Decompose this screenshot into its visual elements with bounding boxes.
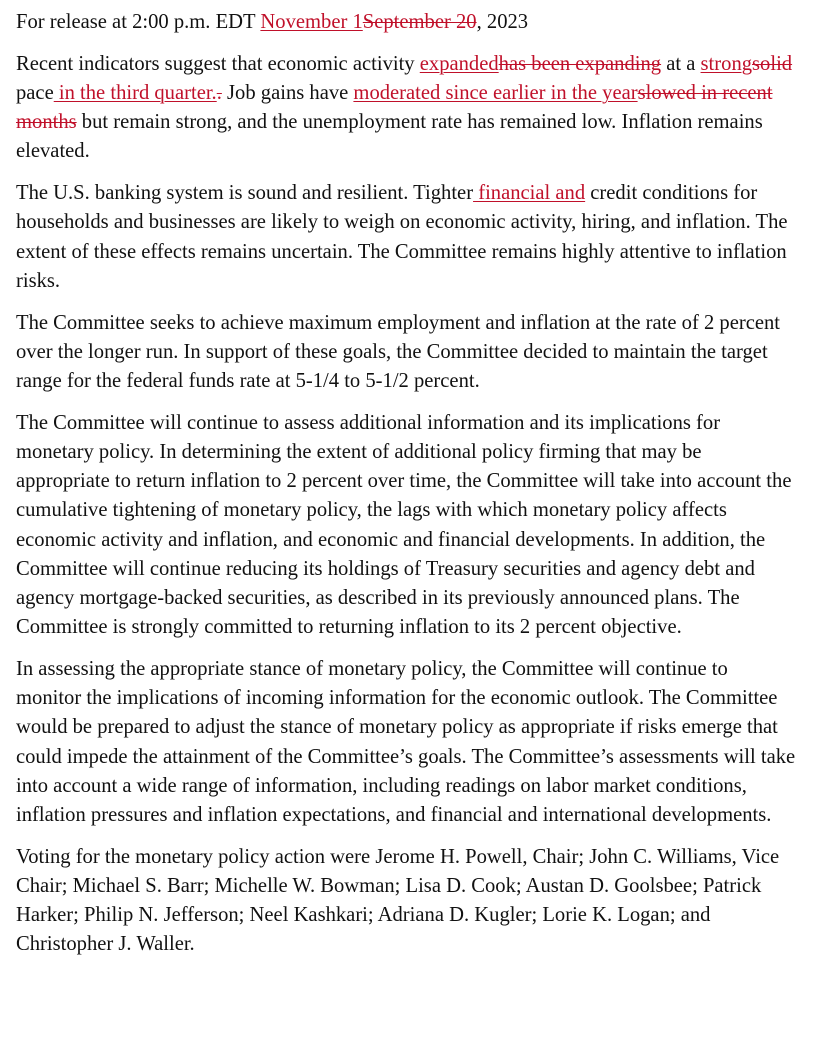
inserted-text: expanded [419, 52, 499, 75]
deleted-text: . [216, 82, 222, 104]
paragraph-policy-decision: The Committee seeks to achieve maximum employment and inflation at the rate of 2 percent over the longer run. In support of these goals, the Committee decided to maintain the target range for the federal funds rate at 5-1/4 to 5-1/2 percent. [16, 311, 781, 393]
paragraph-policy-stance: In assessing the appropriate stance of monetary policy, the Committee will continue to monitor the implications of incoming information for the economic outlook. The Committee would be prepared to adjust the stance of monetary policy as appropriate if risks emerge that could impede the attainment of the Committee’s goals. The Committee’s assessments will take into account a wide range of information, including readings on labor market conditions, inflation pressures and inflation expectations, and financial and international developments. [16, 658, 796, 827]
inserted-release-date: November 1 [260, 11, 363, 33]
deleted-text: solid [752, 52, 793, 75]
fomc-statement-document [16, 8, 798, 972]
paragraph-banking-system [16, 179, 798, 296]
text-segment: but remain strong, and the unemployment rate has remained low. Inflation remains elevated. [16, 111, 763, 163]
release-line [16, 8, 798, 37]
text-segment: credit conditions for households and businesses are likely to weigh on economic activity, hiring, and inflation. The extent of these effects remains uncertain. The Committee remains highly attentive to inflation risks. [16, 182, 788, 292]
deleted-text: slowed in recent months [16, 82, 773, 134]
deleted-release-date: September 20 [362, 11, 477, 33]
text-segment: The U.S. banking system is sound and resilient. Tighter [16, 182, 474, 205]
release-prefix: For release at 2:00 p.m. EDT [16, 11, 261, 33]
inserted-text: moderated since earlier in the year [353, 82, 638, 104]
text-segment: Recent indicators suggest that economic activity [16, 52, 420, 75]
paragraph-economic-activity [16, 50, 798, 167]
text-segment: Job gains have [221, 82, 354, 104]
inserted-text: in the third quarter. [53, 82, 217, 104]
text-segment: pace [16, 82, 54, 104]
release-year: , 2023 [476, 11, 529, 33]
inserted-text: financial and [473, 182, 586, 205]
inserted-text: strong [700, 52, 753, 75]
paragraph-policy-outlook: The Committee will continue to assess additional information and its implications for monetary policy. In determining the extent of additional policy firming that may be appropriate to return inflation to 2 percent over time, the Committee will take into account the cumulative tightening of monetary policy, the lags with which monetary policy affects economic activity and inflation, and economic and financial developments. In addition, the Committee will continue reducing its holdings of Treasury securities and agency debt and agency mortgage-backed securities, as described in its previously announced plans. The Committee is strongly committed to returning inflation to its 2 percent objective. [16, 411, 792, 639]
text-segment: at a [661, 52, 701, 75]
deleted-text: has been expanding [498, 52, 662, 75]
paragraph-voting-members: Voting for the monetary policy action were Jerome H. Powell, Chair; John C. Williams, Vice Chair; Michael S. Barr; Michelle W. Bowman; Lisa D. Cook; Austan D. Goolsbee; Patrick Harker; Philip N. Jefferson; Neel Kashkari; Adriana D. Kugler; Lorie K. Logan; and Christopher J. Waller. [16, 845, 780, 956]
